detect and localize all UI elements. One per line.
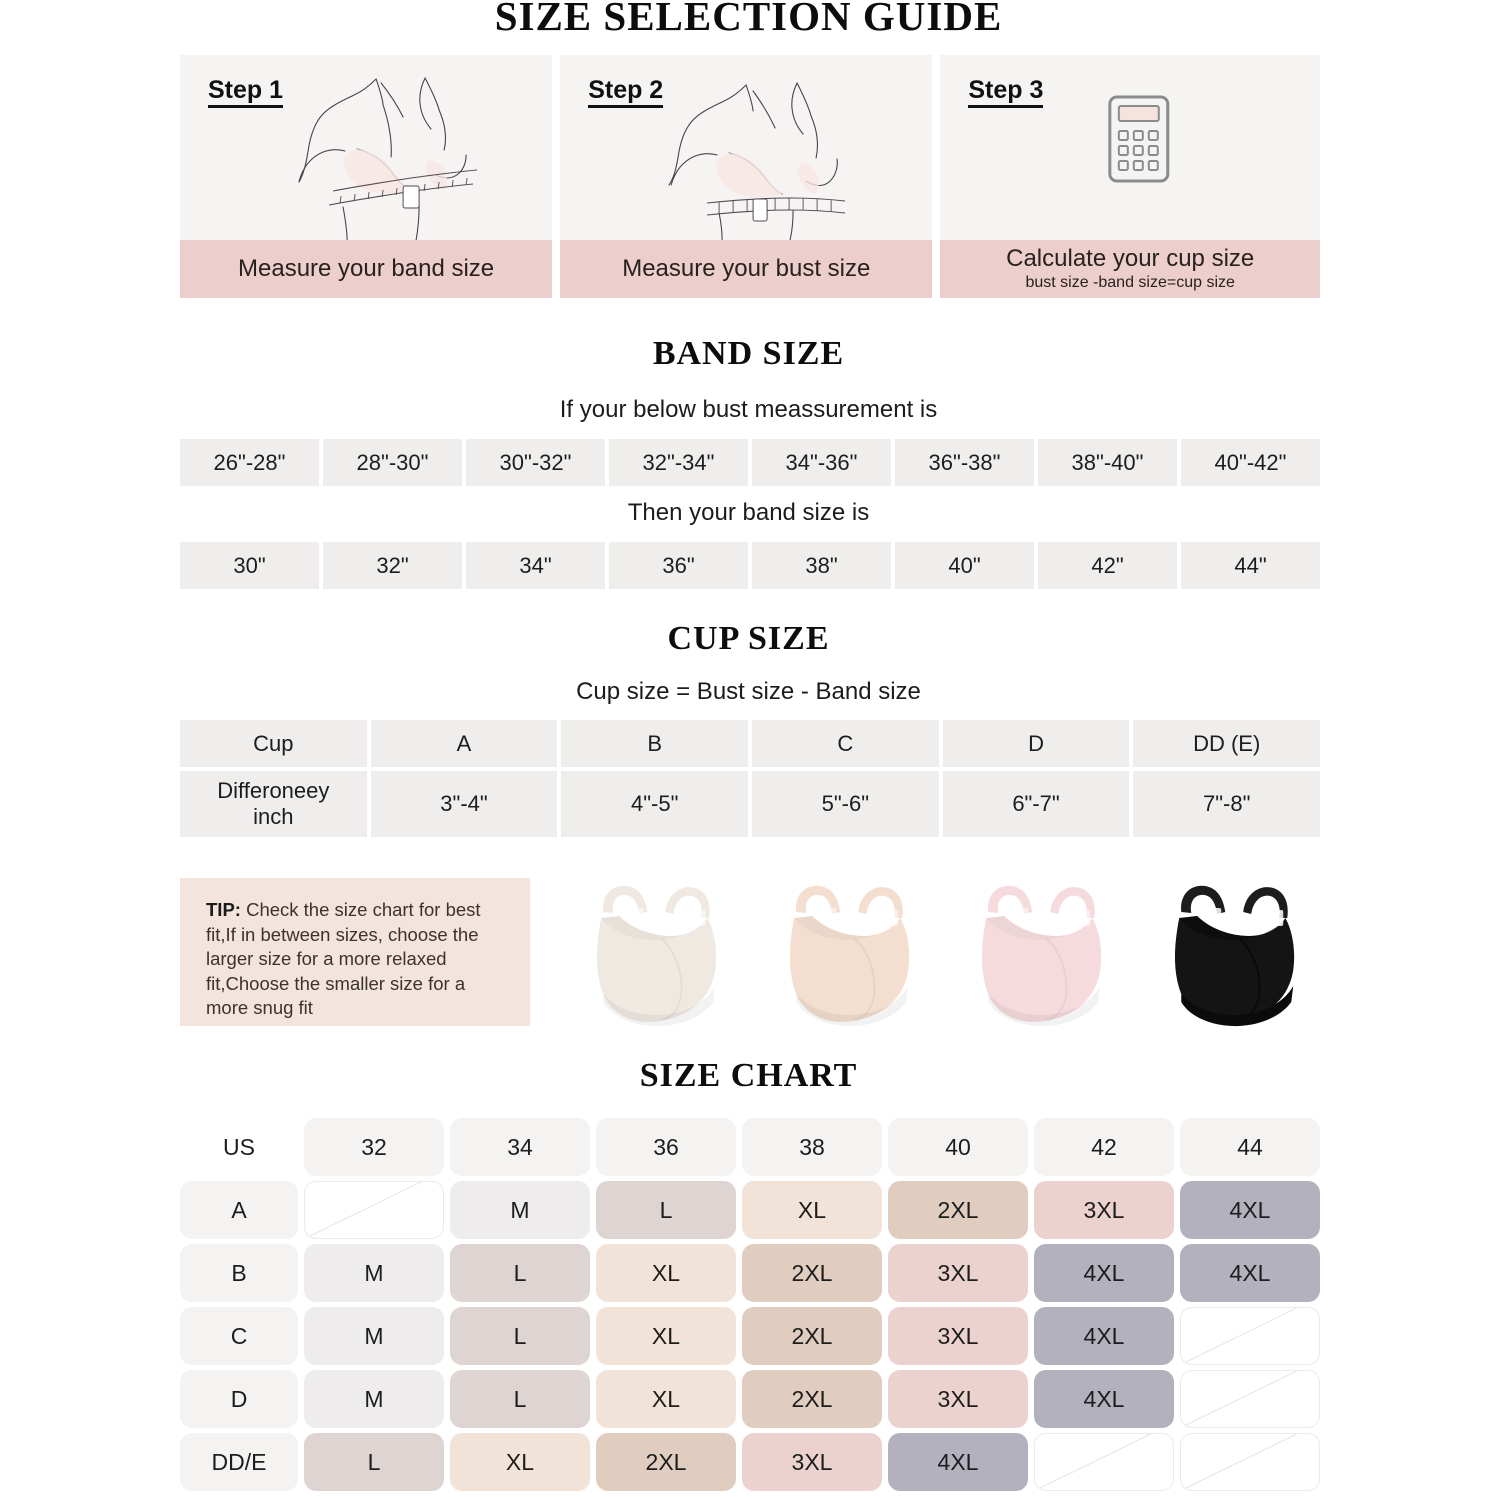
size-chart-column-header: 40 (888, 1118, 1028, 1176)
cup-difference-cell: 6"-7" (943, 771, 1130, 837)
size-chart-empty-cell (304, 1181, 444, 1239)
cup-difference-cell: 4"-5" (561, 771, 748, 837)
size-chart-cell: 2XL (888, 1181, 1028, 1239)
bra-pink (945, 868, 1138, 1036)
size-chart-cell: XL (596, 1370, 736, 1428)
size-chart-cell: 3XL (888, 1307, 1028, 1365)
calculator-icon (940, 55, 1320, 240)
size-chart-column-header: 42 (1034, 1118, 1174, 1176)
size-chart-cell: L (450, 1307, 590, 1365)
tip-lead: TIP: (206, 899, 241, 920)
size-chart-column-header: 38 (742, 1118, 882, 1176)
product-color-row (560, 868, 1330, 1036)
size-chart-table (180, 1118, 1320, 1491)
step-2-caption-bar (560, 240, 932, 298)
band-measurement-cell: 30"-32" (466, 439, 605, 486)
bra-black (1138, 868, 1331, 1036)
band-measurement-cell: 36"-38" (895, 439, 1034, 486)
size-chart-cell: 2XL (742, 1370, 882, 1428)
cup-header-row (180, 720, 1320, 767)
band-size-cell: 30" (180, 542, 319, 589)
step-2-label: Step 2 (588, 77, 663, 108)
size-chart-cell: L (450, 1370, 590, 1428)
size-chart-cell: 2XL (742, 1244, 882, 1302)
size-chart-column-header: 44 (1180, 1118, 1320, 1176)
size-chart-row-label: A (180, 1181, 298, 1239)
step-2-illustration-area (560, 55, 932, 240)
size-chart-cell: XL (742, 1181, 882, 1239)
cup-header-cell: DD (E) (1133, 720, 1320, 767)
tip-text (206, 898, 508, 1021)
size-chart-cell: M (304, 1370, 444, 1428)
band-size-cell: 32" (323, 542, 462, 589)
size-chart-row-label: DD/E (180, 1433, 298, 1491)
size-chart-cell: 3XL (1034, 1181, 1174, 1239)
size-chart-cell: 3XL (888, 1244, 1028, 1302)
bra-nude (753, 868, 946, 1036)
size-chart-empty-cell (1034, 1433, 1174, 1491)
band-size-cell: 38" (752, 542, 891, 589)
step-3-illustration-area (940, 55, 1320, 240)
band-size-sub-2: Then your band size is (627, 499, 870, 526)
size-chart-cell: 4XL (1034, 1307, 1174, 1365)
cup-header-cell: D (943, 720, 1130, 767)
step-card-1 (180, 55, 552, 298)
size-chart-cell: M (304, 1244, 444, 1302)
step-3-caption-bar (940, 240, 1320, 298)
size-chart-cell: 4XL (888, 1433, 1028, 1491)
band-measurement-cell: 28"-30" (323, 439, 462, 486)
cup-header-cell: B (561, 720, 748, 767)
size-chart-cell: L (596, 1181, 736, 1239)
step-card-2 (560, 55, 932, 298)
band-size-sub-1: If your below bust meassurement is (559, 396, 938, 423)
step-1-label: Step 1 (208, 77, 283, 108)
size-chart-empty-cell (1180, 1307, 1320, 1365)
page-title: SIZE SELECTION GUIDE (494, 0, 1003, 39)
cup-size-heading: CUP SIZE (667, 620, 830, 657)
size-chart-cell: XL (596, 1244, 736, 1302)
size-chart-cell: 2XL (596, 1433, 736, 1491)
size-chart-cell: 4XL (1180, 1181, 1320, 1239)
size-chart-cell: 4XL (1180, 1244, 1320, 1302)
band-measurement-cell: 40"-42" (1181, 439, 1320, 486)
band-measurement-cell: 26"-28" (180, 439, 319, 486)
size-chart-cell: XL (450, 1433, 590, 1491)
cup-difference-cell: 7"-8" (1133, 771, 1320, 837)
size-chart-corner-label: US (223, 1133, 255, 1160)
cup-row-label: Differoneey inch (180, 771, 367, 837)
cup-difference-cell: 3"-4" (371, 771, 558, 837)
step-1-caption: Measure your band size (238, 254, 495, 282)
cup-difference-row (180, 771, 1320, 837)
size-chart-heading: SIZE CHART (639, 1057, 858, 1094)
cup-size-sub: Cup size = Bust size - Band size (576, 678, 921, 705)
size-chart-cell: L (304, 1433, 444, 1491)
size-chart-cell: 3XL (888, 1370, 1028, 1428)
size-chart-column-header: 34 (450, 1118, 590, 1176)
size-chart-empty-cell (1180, 1433, 1320, 1491)
cup-header-cell: Cup (180, 720, 367, 767)
steps-row (180, 55, 1320, 298)
step-card-3 (940, 55, 1320, 298)
size-chart-empty-cell (1180, 1370, 1320, 1428)
band-measurement-cell: 32"-34" (609, 439, 748, 486)
size-chart-cell: L (450, 1244, 590, 1302)
step-3-subcaption: bust size -band size=cup size (1025, 273, 1235, 291)
size-chart-row-label: B (180, 1244, 298, 1302)
size-chart-cell: M (304, 1307, 444, 1365)
band-measurement-cell: 38"-40" (1038, 439, 1177, 486)
torso-underbust-tape-illustration (180, 55, 552, 240)
step-2-caption: Measure your bust size (622, 254, 871, 282)
cup-difference-cell: 5"-6" (752, 771, 939, 837)
tip-body: Check the size chart for best fit,If in between sizes, choose the larger size for a more relaxed fit,Choose the smaller size for a more snug fit (206, 899, 481, 1019)
tip-box (180, 878, 530, 1026)
size-chart-cell: XL (596, 1307, 736, 1365)
band-size-heading: BAND SIZE (652, 335, 845, 372)
bra-ivory (560, 868, 753, 1036)
band-size-cell: 40" (895, 542, 1034, 589)
size-chart-row-label: D (180, 1370, 298, 1428)
size-chart-column-header: 36 (596, 1118, 736, 1176)
band-size-cell: 34" (466, 542, 605, 589)
step-3-caption: Calculate your cup size (1006, 245, 1255, 273)
size-chart-cell: 4XL (1034, 1244, 1174, 1302)
step-1-illustration-area (180, 55, 552, 240)
band-measurement-cell: 34"-36" (752, 439, 891, 486)
size-chart-cell: M (450, 1181, 590, 1239)
band-size-cell: 36" (609, 542, 748, 589)
torso-bust-tape-illustration (560, 55, 932, 240)
band-size-cell: 44" (1181, 542, 1320, 589)
band-measurement-row (180, 439, 1320, 486)
size-chart-cell: 4XL (1034, 1370, 1174, 1428)
cup-header-cell: A (371, 720, 558, 767)
band-size-cell: 42" (1038, 542, 1177, 589)
band-size-row (180, 542, 1320, 589)
step-1-caption-bar (180, 240, 552, 298)
cup-header-cell: C (752, 720, 939, 767)
size-chart-cell: 3XL (742, 1433, 882, 1491)
size-chart-column-header: 32 (304, 1118, 444, 1176)
size-chart-row-label: C (180, 1307, 298, 1365)
step-3-label: Step 3 (968, 77, 1043, 108)
size-chart-cell: 2XL (742, 1307, 882, 1365)
